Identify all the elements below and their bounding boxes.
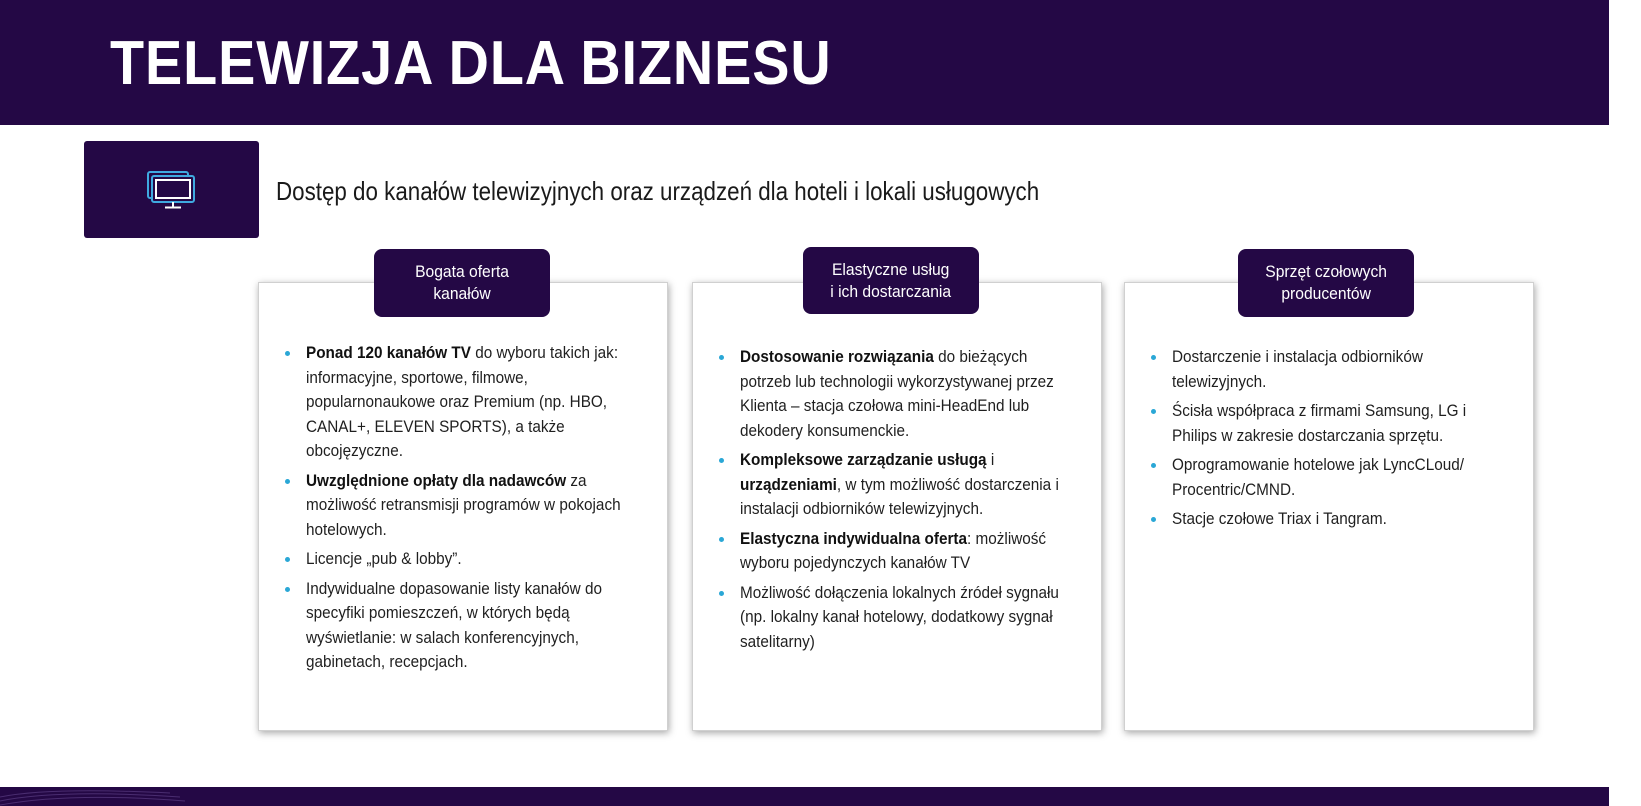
card-equipment xyxy=(1124,282,1534,731)
list-item: Kompleksowe zarządzanie usługą i urządzeniami, w tym możliwość dostarczenia i instalacji odbiorników telewizyjnych. xyxy=(717,448,1072,522)
card-tab-flexibility: Elastyczne usług i ich dostarczania xyxy=(803,247,979,314)
footer-band xyxy=(0,787,1609,806)
list-item: Możliwość dołączenia lokalnych źródeł sygnału (np. lokalny kanał hotelowy, dodatkowy sygnał satelitarny) xyxy=(717,581,1072,655)
list-item: Uwzględnione opłaty dla nadawców za możliwość retransmisji programów w pokojach hotelowych. xyxy=(283,469,638,543)
page-subtitle: Dostęp do kanałów telewizyjnych oraz urządzeń dla hoteli i lokali usługowych xyxy=(276,176,1040,206)
list-item: Stacje czołowe Triax i Tangram. xyxy=(1149,507,1504,532)
list-item: Ścisła współpraca z firmami Samsung, LG i Philips w zakresie dostarczania sprzętu. xyxy=(1149,399,1504,448)
decorative-wave-lines xyxy=(0,787,200,806)
list-item: Dostosowanie rozwiązania do bieżących potrzeb lub technologii wykorzystywanej przez Klienta – stacja czołowa mini-HeadEnd lub dekodery konsumenckie. xyxy=(717,345,1072,443)
card-channels xyxy=(258,282,668,731)
list-item: Ponad 120 kanałów TV do wyboru takich jak: informacyjne, sportowe, filmowe, popularnonaukowe oraz Premium (np. HBO, CANAL+, ELEVEN SPORTS), a także obcojęzyczne. xyxy=(283,341,638,464)
card-bullet-list xyxy=(717,345,1072,659)
list-item: Oprogramowanie hotelowe jak LyncCLoud/ Procentric/CMND. xyxy=(1149,453,1504,502)
icon-tile xyxy=(84,141,259,238)
page-title: TELEWIZJA DLA BIZNESU xyxy=(110,29,832,98)
header-band xyxy=(0,0,1609,125)
card-flexibility xyxy=(692,282,1102,731)
list-item: Licencje „pub & lobby”. xyxy=(283,547,638,572)
card-tab-channels: Bogata oferta kanałów xyxy=(374,249,550,317)
list-item: Elastyczna indywidualna oferta: możliwość wyboru pojedynczych kanałów TV xyxy=(717,527,1072,576)
card-bullet-list xyxy=(1149,345,1504,537)
list-item: Indywidualne dopasowanie listy kanałów do specyfiki pomieszczeń, w których będą wyświetlanie: w salach konferencyjnych, gabinetach, recepcjach. xyxy=(283,577,638,675)
list-item: Dostarczenie i instalacja odbiorników telewizyjnych. xyxy=(1149,345,1504,394)
card-tab-equipment: Sprzęt czołowych producentów xyxy=(1238,249,1414,317)
tv-screens-icon xyxy=(146,170,198,210)
card-bullet-list xyxy=(283,341,638,680)
